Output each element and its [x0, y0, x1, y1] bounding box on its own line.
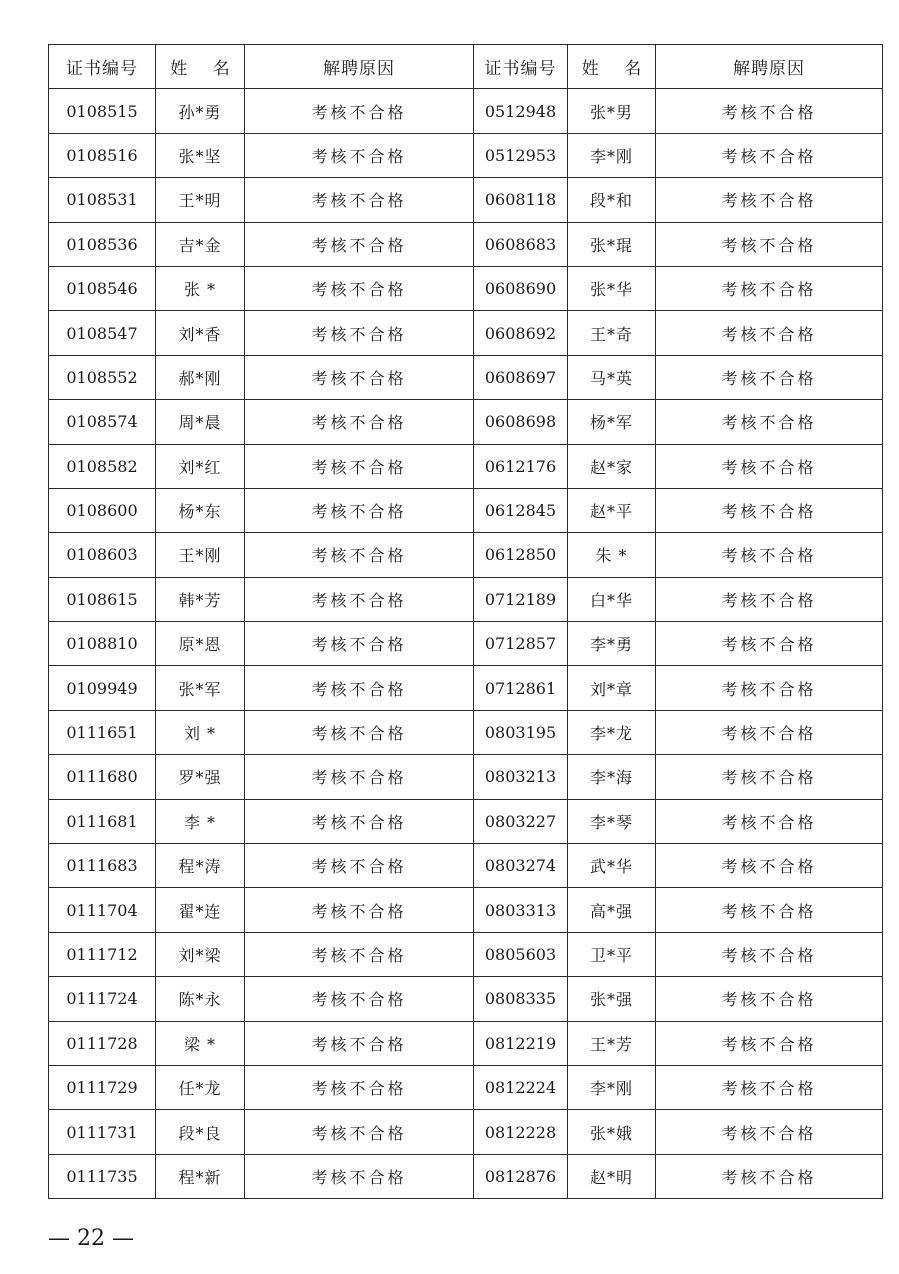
reason-cell: 考核不合格 [656, 977, 883, 1021]
name-cell: 高*强 [568, 888, 656, 932]
name-cell: 吉*金 [156, 222, 245, 266]
cert-cell: 0608692 [474, 311, 568, 355]
reason-cell: 考核不合格 [245, 710, 474, 754]
table-row [49, 355, 883, 399]
table-row [49, 1021, 883, 1065]
cert-cell: 0111735 [49, 1154, 156, 1198]
cert-cell: 0712857 [474, 622, 568, 666]
name-cell: 周*晨 [156, 400, 245, 444]
reason-cell: 考核不合格 [656, 488, 883, 532]
name-cell: 梁 * [156, 1021, 245, 1065]
cert-cell: 0108582 [49, 444, 156, 488]
name-cell: 陈*永 [156, 977, 245, 1021]
cert-cell: 0803213 [474, 755, 568, 799]
name-cell: 李*刚 [568, 133, 656, 177]
reason-cell: 考核不合格 [656, 89, 883, 133]
header-name: 姓 名 [156, 45, 245, 89]
name-cell: 李*海 [568, 755, 656, 799]
reason-cell: 考核不合格 [656, 1021, 883, 1065]
table-row [49, 1110, 883, 1154]
reason-cell: 考核不合格 [245, 311, 474, 355]
name-cell: 任*龙 [156, 1065, 245, 1109]
cert-cell: 0111729 [49, 1065, 156, 1109]
header-cert-no: 证书编号 [49, 45, 156, 89]
table-row [49, 844, 883, 888]
table-body [49, 89, 883, 1199]
name-cell: 杨*东 [156, 488, 245, 532]
reason-cell: 考核不合格 [245, 932, 474, 976]
reason-cell: 考核不合格 [245, 977, 474, 1021]
reason-cell: 考核不合格 [245, 888, 474, 932]
name-cell: 白*华 [568, 577, 656, 621]
name-cell: 赵*家 [568, 444, 656, 488]
name-cell: 王*明 [156, 178, 245, 222]
name-cell: 张*强 [568, 977, 656, 1021]
name-cell: 刘*章 [568, 666, 656, 710]
name-cell: 李*琴 [568, 799, 656, 843]
name-cell: 程*涛 [156, 844, 245, 888]
reason-cell: 考核不合格 [656, 577, 883, 621]
header-cert-no-right: 证书编号 [474, 45, 568, 89]
cert-cell: 0608698 [474, 400, 568, 444]
cert-cell: 0712189 [474, 577, 568, 621]
name-cell: 郝*刚 [156, 355, 245, 399]
name-cell: 原*恩 [156, 622, 245, 666]
table-row [49, 89, 883, 133]
name-cell: 马*英 [568, 355, 656, 399]
name-cell: 刘*红 [156, 444, 245, 488]
name-cell: 张*娥 [568, 1110, 656, 1154]
name-cell: 卫*平 [568, 932, 656, 976]
name-cell: 赵*平 [568, 488, 656, 532]
cert-cell: 0512948 [474, 89, 568, 133]
cert-cell: 0108615 [49, 577, 156, 621]
cert-cell: 0608683 [474, 222, 568, 266]
reason-cell: 考核不合格 [656, 844, 883, 888]
name-cell: 李 * [156, 799, 245, 843]
table-row [49, 666, 883, 710]
table-row [49, 932, 883, 976]
name-cell: 韩*芳 [156, 577, 245, 621]
reason-cell: 考核不合格 [656, 710, 883, 754]
cert-cell: 0812224 [474, 1065, 568, 1109]
cert-cell: 0108810 [49, 622, 156, 666]
cert-cell: 0108536 [49, 222, 156, 266]
reason-cell: 考核不合格 [656, 622, 883, 666]
cert-cell: 0612176 [474, 444, 568, 488]
table-row [49, 178, 883, 222]
table-row [49, 533, 883, 577]
name-cell: 张*琨 [568, 222, 656, 266]
page-number: — 22 — [48, 1226, 134, 1251]
name-cell: 刘 * [156, 710, 245, 754]
cert-cell: 0108546 [49, 266, 156, 310]
header-name-right: 姓 名 [568, 45, 656, 89]
cert-cell: 0805603 [474, 932, 568, 976]
cert-cell: 0111680 [49, 755, 156, 799]
cert-cell: 0108547 [49, 311, 156, 355]
cert-cell: 0712861 [474, 666, 568, 710]
name-cell: 张*坚 [156, 133, 245, 177]
reason-cell: 考核不合格 [656, 222, 883, 266]
table-row [49, 888, 883, 932]
reason-cell: 考核不合格 [656, 888, 883, 932]
reason-cell: 考核不合格 [656, 355, 883, 399]
reason-cell: 考核不合格 [656, 444, 883, 488]
cert-cell: 0608697 [474, 355, 568, 399]
name-cell: 张*男 [568, 89, 656, 133]
table-row [49, 577, 883, 621]
reason-cell: 考核不合格 [656, 932, 883, 976]
table-row [49, 400, 883, 444]
cert-cell: 0803227 [474, 799, 568, 843]
cert-cell: 0803195 [474, 710, 568, 754]
table-row [49, 133, 883, 177]
reason-cell: 考核不合格 [245, 133, 474, 177]
reason-cell: 考核不合格 [656, 266, 883, 310]
name-cell: 李*龙 [568, 710, 656, 754]
table-row [49, 799, 883, 843]
cert-cell: 0108516 [49, 133, 156, 177]
table-row [49, 755, 883, 799]
cert-cell: 0108531 [49, 178, 156, 222]
reason-cell: 考核不合格 [245, 799, 474, 843]
cert-cell: 0111724 [49, 977, 156, 1021]
cert-cell: 0608118 [474, 178, 568, 222]
table-row [49, 311, 883, 355]
cert-cell: 0512953 [474, 133, 568, 177]
reason-cell: 考核不合格 [656, 533, 883, 577]
reason-cell: 考核不合格 [245, 1021, 474, 1065]
table-row [49, 710, 883, 754]
name-cell: 赵*明 [568, 1154, 656, 1198]
table-row [49, 444, 883, 488]
cert-cell: 0812219 [474, 1021, 568, 1065]
reason-cell: 考核不合格 [245, 1110, 474, 1154]
reason-cell: 考核不合格 [245, 355, 474, 399]
name-cell: 张*华 [568, 266, 656, 310]
cert-cell: 0612850 [474, 533, 568, 577]
reason-cell: 考核不合格 [656, 1154, 883, 1198]
reason-cell: 考核不合格 [656, 178, 883, 222]
name-cell: 张*军 [156, 666, 245, 710]
table-row [49, 1154, 883, 1198]
reason-cell: 考核不合格 [245, 666, 474, 710]
name-cell: 孙*勇 [156, 89, 245, 133]
name-cell: 张 * [156, 266, 245, 310]
cert-cell: 0111683 [49, 844, 156, 888]
table-row [49, 266, 883, 310]
cert-cell: 0109949 [49, 666, 156, 710]
reason-cell: 考核不合格 [245, 577, 474, 621]
reason-cell: 考核不合格 [245, 1065, 474, 1109]
table-row [49, 1065, 883, 1109]
reason-cell: 考核不合格 [656, 400, 883, 444]
cert-cell: 0812228 [474, 1110, 568, 1154]
name-cell: 李*勇 [568, 622, 656, 666]
name-cell: 王*刚 [156, 533, 245, 577]
reason-cell: 考核不合格 [656, 311, 883, 355]
reason-cell: 考核不合格 [245, 222, 474, 266]
cert-cell: 0108603 [49, 533, 156, 577]
cert-cell: 0808335 [474, 977, 568, 1021]
header-reason-right: 解聘原因 [656, 45, 883, 89]
reason-cell: 考核不合格 [245, 844, 474, 888]
name-cell: 朱 * [568, 533, 656, 577]
reason-cell: 考核不合格 [656, 1110, 883, 1154]
dismissal-table [48, 44, 883, 1199]
cert-cell: 0111681 [49, 799, 156, 843]
reason-cell: 考核不合格 [656, 1065, 883, 1109]
cert-cell: 0111712 [49, 932, 156, 976]
cert-cell: 0108515 [49, 89, 156, 133]
name-cell: 翟*连 [156, 888, 245, 932]
cert-cell: 0608690 [474, 266, 568, 310]
table-row [49, 488, 883, 532]
cert-cell: 0111651 [49, 710, 156, 754]
cert-cell: 0812876 [474, 1154, 568, 1198]
reason-cell: 考核不合格 [245, 1154, 474, 1198]
name-cell: 李*刚 [568, 1065, 656, 1109]
reason-cell: 考核不合格 [245, 488, 474, 532]
name-cell: 王*奇 [568, 311, 656, 355]
cert-cell: 0108552 [49, 355, 156, 399]
reason-cell: 考核不合格 [245, 178, 474, 222]
cert-cell: 0612845 [474, 488, 568, 532]
name-cell: 王*芳 [568, 1021, 656, 1065]
reason-cell: 考核不合格 [245, 533, 474, 577]
name-cell: 程*新 [156, 1154, 245, 1198]
name-cell: 武*华 [568, 844, 656, 888]
name-cell: 段*良 [156, 1110, 245, 1154]
reason-cell: 考核不合格 [245, 400, 474, 444]
cert-cell: 0803313 [474, 888, 568, 932]
table-header-row [49, 45, 883, 89]
cert-cell: 0111704 [49, 888, 156, 932]
name-cell: 罗*强 [156, 755, 245, 799]
reason-cell: 考核不合格 [245, 89, 474, 133]
cert-cell: 0108600 [49, 488, 156, 532]
header-reason: 解聘原因 [245, 45, 474, 89]
reason-cell: 考核不合格 [656, 799, 883, 843]
reason-cell: 考核不合格 [245, 266, 474, 310]
cert-cell: 0111731 [49, 1110, 156, 1154]
table-row [49, 977, 883, 1021]
reason-cell: 考核不合格 [656, 666, 883, 710]
table-row [49, 622, 883, 666]
name-cell: 刘*梁 [156, 932, 245, 976]
cert-cell: 0111728 [49, 1021, 156, 1065]
name-cell: 杨*军 [568, 400, 656, 444]
reason-cell: 考核不合格 [245, 622, 474, 666]
cert-cell: 0108574 [49, 400, 156, 444]
table-row [49, 222, 883, 266]
reason-cell: 考核不合格 [656, 755, 883, 799]
reason-cell: 考核不合格 [656, 133, 883, 177]
name-cell: 段*和 [568, 178, 656, 222]
reason-cell: 考核不合格 [245, 755, 474, 799]
cert-cell: 0803274 [474, 844, 568, 888]
name-cell: 刘*香 [156, 311, 245, 355]
reason-cell: 考核不合格 [245, 444, 474, 488]
